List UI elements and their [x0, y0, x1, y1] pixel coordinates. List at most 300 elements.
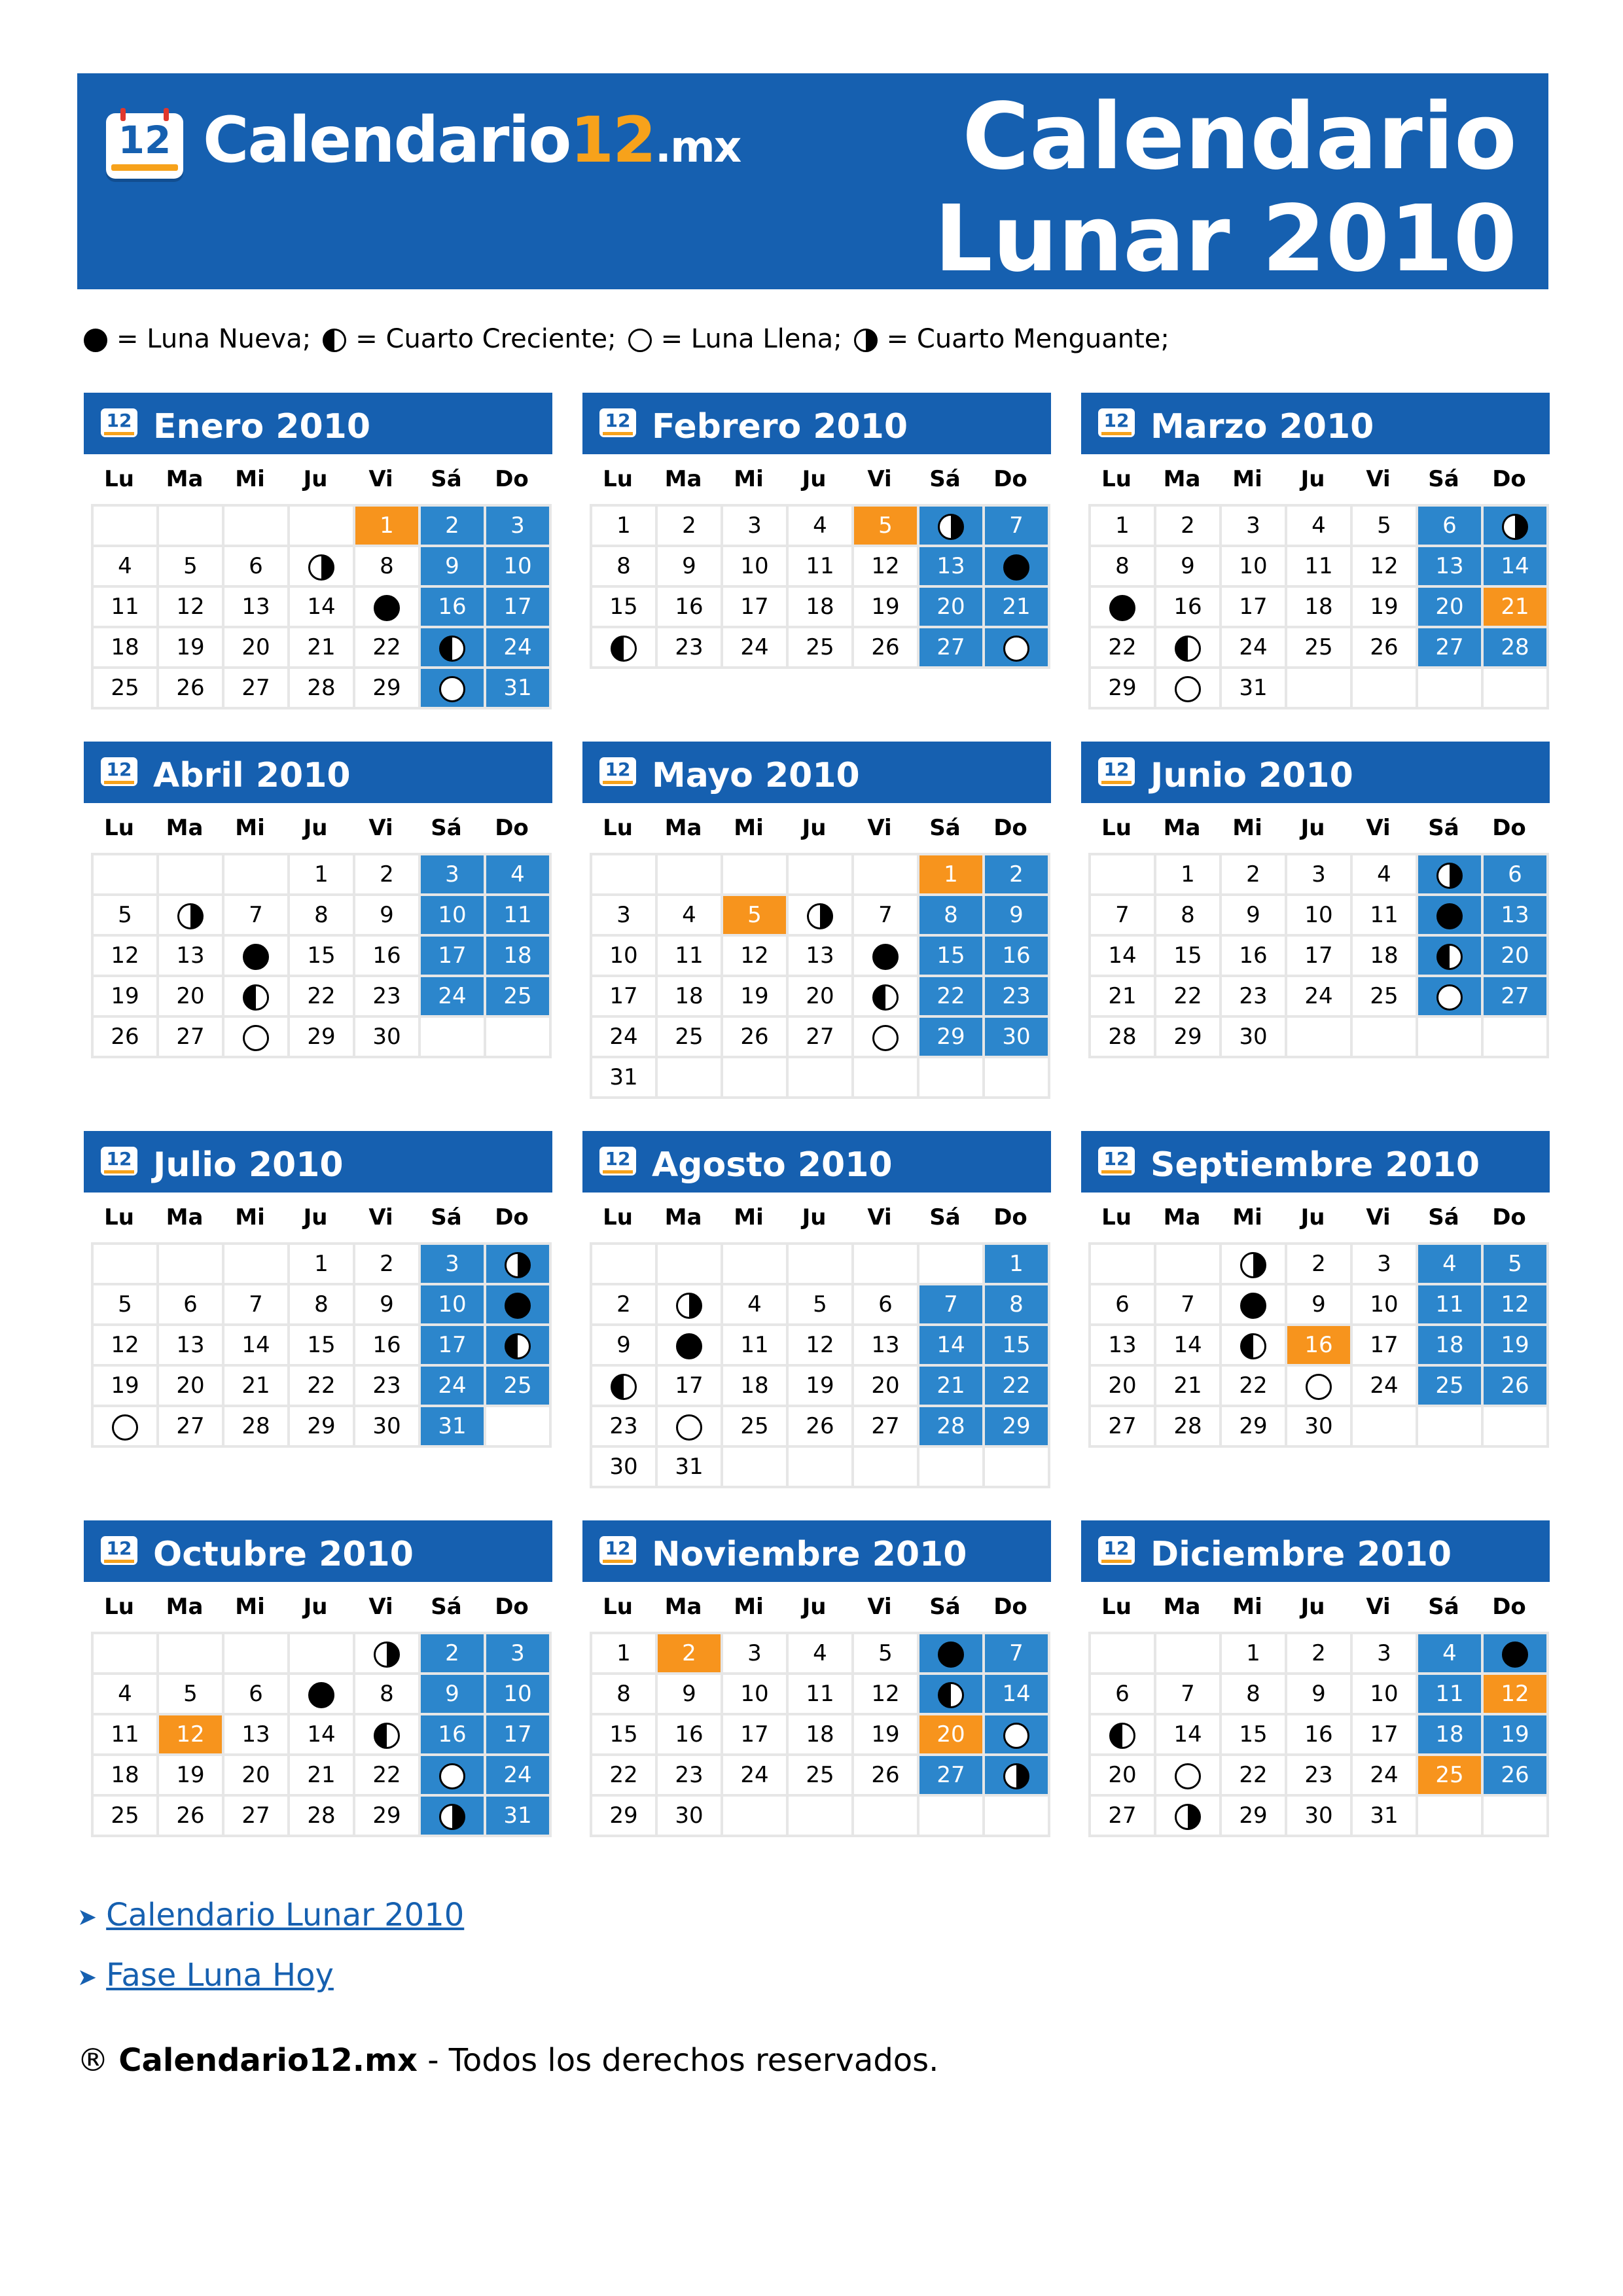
day-cell[interactable]: 19: [722, 976, 787, 1016]
day-cell[interactable]: [1155, 1755, 1221, 1795]
day-cell[interactable]: [223, 976, 289, 1016]
day-cell[interactable]: 27: [1417, 627, 1482, 668]
day-cell[interactable]: 17: [1351, 1714, 1417, 1755]
day-cell[interactable]: 16: [419, 1714, 485, 1755]
day-cell[interactable]: 24: [1221, 627, 1286, 668]
day-cell[interactable]: 21: [289, 627, 354, 668]
day-cell[interactable]: 18: [92, 627, 158, 668]
day-cell[interactable]: 14: [918, 1325, 984, 1365]
day-cell[interactable]: 12: [1482, 1674, 1548, 1714]
day-cell[interactable]: 26: [722, 1016, 787, 1057]
day-cell[interactable]: 19: [1482, 1714, 1548, 1755]
day-cell[interactable]: 17: [656, 1365, 722, 1406]
day-cell[interactable]: 21: [918, 1365, 984, 1406]
day-cell[interactable]: 17: [1221, 586, 1286, 627]
day-cell[interactable]: 6: [1482, 854, 1548, 895]
day-cell[interactable]: 23: [656, 627, 722, 668]
day-cell[interactable]: [1155, 627, 1221, 668]
day-cell[interactable]: 29: [1221, 1406, 1286, 1446]
day-cell[interactable]: 24: [591, 1016, 656, 1057]
day-cell[interactable]: 22: [289, 1365, 354, 1406]
day-cell[interactable]: 3: [419, 854, 485, 895]
day-cell[interactable]: 31: [1351, 1795, 1417, 1836]
day-cell[interactable]: 30: [354, 1406, 419, 1446]
day-cell[interactable]: 5: [722, 895, 787, 935]
day-cell[interactable]: 2: [1286, 1633, 1351, 1674]
day-cell[interactable]: 15: [984, 1325, 1049, 1365]
day-cell[interactable]: [158, 895, 223, 935]
day-cell[interactable]: 21: [1155, 1365, 1221, 1406]
day-cell[interactable]: [984, 1755, 1049, 1795]
day-cell[interactable]: [92, 1406, 158, 1446]
day-cell[interactable]: 23: [1221, 976, 1286, 1016]
day-cell[interactable]: 11: [1351, 895, 1417, 935]
day-cell[interactable]: 4: [1351, 854, 1417, 895]
day-cell[interactable]: [1417, 854, 1482, 895]
day-cell[interactable]: 11: [92, 1714, 158, 1755]
day-cell[interactable]: 11: [485, 895, 550, 935]
day-cell[interactable]: 23: [354, 976, 419, 1016]
day-cell[interactable]: 8: [289, 895, 354, 935]
day-cell[interactable]: 5: [158, 546, 223, 586]
day-cell[interactable]: 5: [787, 1284, 853, 1325]
day-cell[interactable]: 19: [158, 627, 223, 668]
day-cell[interactable]: 31: [485, 668, 550, 708]
day-cell[interactable]: [984, 627, 1049, 668]
day-cell[interactable]: [1417, 976, 1482, 1016]
day-cell[interactable]: 10: [1351, 1674, 1417, 1714]
day-cell[interactable]: 7: [1155, 1284, 1221, 1325]
day-cell[interactable]: 27: [158, 1016, 223, 1057]
day-cell[interactable]: 18: [1351, 935, 1417, 976]
day-cell[interactable]: 18: [787, 1714, 853, 1755]
day-cell[interactable]: 3: [1351, 1244, 1417, 1284]
day-cell[interactable]: 30: [591, 1446, 656, 1487]
day-cell[interactable]: 3: [485, 505, 550, 546]
day-cell[interactable]: [419, 1795, 485, 1836]
link-calendario-lunar[interactable]: Calendario Lunar 2010: [106, 1897, 465, 1933]
day-cell[interactable]: 28: [1482, 627, 1548, 668]
day-cell[interactable]: 5: [158, 1674, 223, 1714]
day-cell[interactable]: [1090, 1714, 1155, 1755]
day-cell[interactable]: 22: [918, 976, 984, 1016]
day-cell[interactable]: [787, 895, 853, 935]
day-cell[interactable]: 1: [984, 1244, 1049, 1284]
day-cell[interactable]: 17: [722, 586, 787, 627]
day-cell[interactable]: 3: [1351, 1633, 1417, 1674]
day-cell[interactable]: 2: [1221, 854, 1286, 895]
day-cell[interactable]: 22: [984, 1365, 1049, 1406]
day-cell[interactable]: 22: [1155, 976, 1221, 1016]
day-cell[interactable]: 9: [1155, 546, 1221, 586]
day-cell[interactable]: [223, 935, 289, 976]
day-cell[interactable]: [656, 1284, 722, 1325]
day-cell[interactable]: 17: [591, 976, 656, 1016]
day-cell[interactable]: 15: [289, 935, 354, 976]
day-cell[interactable]: 29: [1155, 1016, 1221, 1057]
day-cell[interactable]: [1155, 1795, 1221, 1836]
day-cell[interactable]: 18: [1286, 586, 1351, 627]
day-cell[interactable]: 31: [1221, 668, 1286, 708]
day-cell[interactable]: [1417, 935, 1482, 976]
day-cell[interactable]: 25: [787, 627, 853, 668]
day-cell[interactable]: 4: [1417, 1633, 1482, 1674]
day-cell[interactable]: 11: [92, 586, 158, 627]
day-cell[interactable]: [1482, 505, 1548, 546]
day-cell[interactable]: [354, 586, 419, 627]
day-cell[interactable]: 5: [853, 505, 918, 546]
day-cell[interactable]: 26: [92, 1016, 158, 1057]
day-cell[interactable]: 30: [984, 1016, 1049, 1057]
day-cell[interactable]: 24: [1286, 976, 1351, 1016]
day-cell[interactable]: 18: [485, 935, 550, 976]
day-cell[interactable]: 1: [289, 1244, 354, 1284]
day-cell[interactable]: 20: [1090, 1365, 1155, 1406]
day-cell[interactable]: 2: [1286, 1244, 1351, 1284]
day-cell[interactable]: [656, 1325, 722, 1365]
day-cell[interactable]: 1: [1090, 505, 1155, 546]
day-cell[interactable]: 20: [1482, 935, 1548, 976]
day-cell[interactable]: 10: [419, 895, 485, 935]
day-cell[interactable]: 23: [591, 1406, 656, 1446]
day-cell[interactable]: 2: [591, 1284, 656, 1325]
day-cell[interactable]: 10: [1286, 895, 1351, 935]
day-cell[interactable]: [1286, 1365, 1351, 1406]
day-cell[interactable]: [1090, 586, 1155, 627]
day-cell[interactable]: 4: [787, 505, 853, 546]
day-cell[interactable]: 29: [984, 1406, 1049, 1446]
day-cell[interactable]: 20: [918, 1714, 984, 1755]
day-cell[interactable]: [485, 1244, 550, 1284]
site-logo[interactable]: [106, 103, 741, 179]
day-cell[interactable]: 13: [223, 586, 289, 627]
day-cell[interactable]: 30: [1286, 1406, 1351, 1446]
day-cell[interactable]: 27: [853, 1406, 918, 1446]
day-cell[interactable]: 8: [591, 546, 656, 586]
day-cell[interactable]: 7: [223, 895, 289, 935]
day-cell[interactable]: 10: [722, 546, 787, 586]
day-cell[interactable]: 13: [1417, 546, 1482, 586]
day-cell[interactable]: 7: [853, 895, 918, 935]
day-cell[interactable]: 19: [1482, 1325, 1548, 1365]
day-cell[interactable]: 17: [1351, 1325, 1417, 1365]
day-cell[interactable]: 8: [289, 1284, 354, 1325]
day-cell[interactable]: [485, 1284, 550, 1325]
day-cell[interactable]: 10: [1221, 546, 1286, 586]
day-cell[interactable]: 5: [1351, 505, 1417, 546]
day-cell[interactable]: 25: [1351, 976, 1417, 1016]
day-cell[interactable]: 22: [1221, 1365, 1286, 1406]
day-cell[interactable]: 22: [289, 976, 354, 1016]
day-cell[interactable]: 17: [419, 1325, 485, 1365]
day-cell[interactable]: [853, 976, 918, 1016]
day-cell[interactable]: 14: [289, 586, 354, 627]
day-cell[interactable]: 29: [1090, 668, 1155, 708]
day-cell[interactable]: 12: [1351, 546, 1417, 586]
day-cell[interactable]: 12: [787, 1325, 853, 1365]
day-cell[interactable]: 22: [354, 1755, 419, 1795]
day-cell[interactable]: 7: [984, 505, 1049, 546]
day-cell[interactable]: 3: [722, 505, 787, 546]
day-cell[interactable]: 1: [591, 1633, 656, 1674]
day-cell[interactable]: 20: [158, 1365, 223, 1406]
day-cell[interactable]: 3: [591, 895, 656, 935]
day-cell[interactable]: 1: [1221, 1633, 1286, 1674]
day-cell[interactable]: 9: [656, 1674, 722, 1714]
day-cell[interactable]: 25: [92, 1795, 158, 1836]
day-cell[interactable]: 18: [1417, 1325, 1482, 1365]
day-cell[interactable]: 18: [1417, 1714, 1482, 1755]
day-cell[interactable]: [1221, 1244, 1286, 1284]
day-cell[interactable]: 28: [289, 668, 354, 708]
day-cell[interactable]: 26: [1351, 627, 1417, 668]
day-cell[interactable]: 19: [158, 1755, 223, 1795]
day-cell[interactable]: 13: [1482, 895, 1548, 935]
day-cell[interactable]: 4: [92, 546, 158, 586]
day-cell[interactable]: 9: [419, 1674, 485, 1714]
day-cell[interactable]: [918, 505, 984, 546]
day-cell[interactable]: 11: [787, 546, 853, 586]
day-cell[interactable]: 14: [289, 1714, 354, 1755]
day-cell[interactable]: 28: [289, 1795, 354, 1836]
day-cell[interactable]: [1417, 895, 1482, 935]
day-cell[interactable]: 28: [1090, 1016, 1155, 1057]
day-cell[interactable]: 12: [853, 1674, 918, 1714]
day-cell[interactable]: 26: [787, 1406, 853, 1446]
day-cell[interactable]: 16: [354, 1325, 419, 1365]
day-cell[interactable]: 6: [158, 1284, 223, 1325]
day-cell[interactable]: [223, 1016, 289, 1057]
day-cell[interactable]: [656, 1406, 722, 1446]
day-cell[interactable]: 4: [485, 854, 550, 895]
day-cell[interactable]: 23: [984, 976, 1049, 1016]
day-cell[interactable]: [853, 935, 918, 976]
day-cell[interactable]: 29: [1221, 1795, 1286, 1836]
day-cell[interactable]: 30: [656, 1795, 722, 1836]
day-cell[interactable]: 10: [419, 1284, 485, 1325]
day-cell[interactable]: 6: [1417, 505, 1482, 546]
day-cell[interactable]: 10: [485, 1674, 550, 1714]
day-cell[interactable]: 24: [722, 627, 787, 668]
day-cell[interactable]: 16: [1221, 935, 1286, 976]
day-cell[interactable]: 26: [853, 627, 918, 668]
day-cell[interactable]: 24: [1351, 1365, 1417, 1406]
day-cell[interactable]: 9: [984, 895, 1049, 935]
day-cell[interactable]: 21: [289, 1755, 354, 1795]
day-cell[interactable]: 4: [92, 1674, 158, 1714]
day-cell[interactable]: 7: [918, 1284, 984, 1325]
day-cell[interactable]: 19: [853, 586, 918, 627]
day-cell[interactable]: 12: [158, 1714, 223, 1755]
day-cell[interactable]: 20: [918, 586, 984, 627]
day-cell[interactable]: 10: [722, 1674, 787, 1714]
day-cell[interactable]: 12: [722, 935, 787, 976]
day-cell[interactable]: 29: [289, 1406, 354, 1446]
day-cell[interactable]: 29: [354, 668, 419, 708]
day-cell[interactable]: 2: [354, 1244, 419, 1284]
day-cell[interactable]: 3: [485, 1633, 550, 1674]
day-cell[interactable]: 6: [223, 1674, 289, 1714]
day-cell[interactable]: [918, 1633, 984, 1674]
day-cell[interactable]: [853, 1016, 918, 1057]
day-cell[interactable]: 20: [787, 976, 853, 1016]
day-cell[interactable]: 1: [918, 854, 984, 895]
day-cell[interactable]: 26: [1482, 1755, 1548, 1795]
day-cell[interactable]: 18: [787, 586, 853, 627]
day-cell[interactable]: 16: [1286, 1325, 1351, 1365]
day-cell[interactable]: 27: [158, 1406, 223, 1446]
day-cell[interactable]: 19: [1351, 586, 1417, 627]
day-cell[interactable]: 20: [223, 627, 289, 668]
day-cell[interactable]: 11: [722, 1325, 787, 1365]
day-cell[interactable]: 14: [1155, 1714, 1221, 1755]
day-cell[interactable]: 12: [1482, 1284, 1548, 1325]
day-cell[interactable]: 20: [223, 1755, 289, 1795]
day-cell[interactable]: 26: [158, 668, 223, 708]
day-cell[interactable]: 9: [1221, 895, 1286, 935]
day-cell[interactable]: [354, 1714, 419, 1755]
day-cell[interactable]: 8: [354, 546, 419, 586]
day-cell[interactable]: 2: [1155, 505, 1221, 546]
day-cell[interactable]: 6: [853, 1284, 918, 1325]
day-cell[interactable]: [1221, 1325, 1286, 1365]
day-cell[interactable]: 16: [984, 935, 1049, 976]
day-cell[interactable]: 17: [1286, 935, 1351, 976]
day-cell[interactable]: 16: [354, 935, 419, 976]
day-cell[interactable]: 14: [1482, 546, 1548, 586]
day-cell[interactable]: 4: [1286, 505, 1351, 546]
day-cell[interactable]: 1: [289, 854, 354, 895]
day-cell[interactable]: 16: [656, 1714, 722, 1755]
day-cell[interactable]: 20: [1090, 1755, 1155, 1795]
day-cell[interactable]: 30: [1221, 1016, 1286, 1057]
day-cell[interactable]: 16: [656, 586, 722, 627]
day-cell[interactable]: 26: [158, 1795, 223, 1836]
day-cell[interactable]: 25: [787, 1755, 853, 1795]
day-cell[interactable]: 4: [656, 895, 722, 935]
day-cell[interactable]: 16: [1286, 1714, 1351, 1755]
day-cell[interactable]: 23: [656, 1755, 722, 1795]
day-cell[interactable]: 13: [223, 1714, 289, 1755]
day-cell[interactable]: 9: [419, 546, 485, 586]
day-cell[interactable]: 4: [787, 1633, 853, 1674]
day-cell[interactable]: 11: [787, 1674, 853, 1714]
day-cell[interactable]: 31: [656, 1446, 722, 1487]
day-cell[interactable]: 8: [1090, 546, 1155, 586]
day-cell[interactable]: 1: [354, 505, 419, 546]
day-cell[interactable]: [591, 1365, 656, 1406]
day-cell[interactable]: 25: [1417, 1755, 1482, 1795]
day-cell[interactable]: 27: [223, 1795, 289, 1836]
day-cell[interactable]: 9: [1286, 1284, 1351, 1325]
day-cell[interactable]: 25: [656, 1016, 722, 1057]
day-cell[interactable]: 19: [787, 1365, 853, 1406]
day-cell[interactable]: 21: [1090, 976, 1155, 1016]
day-cell[interactable]: [354, 1633, 419, 1674]
day-cell[interactable]: 15: [1221, 1714, 1286, 1755]
day-cell[interactable]: 28: [1155, 1406, 1221, 1446]
day-cell[interactable]: 22: [354, 627, 419, 668]
day-cell[interactable]: 27: [1090, 1406, 1155, 1446]
day-cell[interactable]: 8: [918, 895, 984, 935]
day-cell[interactable]: 21: [1482, 586, 1548, 627]
day-cell[interactable]: 8: [591, 1674, 656, 1714]
day-cell[interactable]: 22: [591, 1755, 656, 1795]
day-cell[interactable]: [1155, 668, 1221, 708]
day-cell[interactable]: 10: [485, 546, 550, 586]
day-cell[interactable]: 29: [918, 1016, 984, 1057]
day-cell[interactable]: 29: [591, 1795, 656, 1836]
day-cell[interactable]: 7: [984, 1633, 1049, 1674]
day-cell[interactable]: 25: [1286, 627, 1351, 668]
day-cell[interactable]: 2: [984, 854, 1049, 895]
day-cell[interactable]: 26: [1482, 1365, 1548, 1406]
day-cell[interactable]: 15: [1155, 935, 1221, 976]
day-cell[interactable]: 19: [92, 1365, 158, 1406]
day-cell[interactable]: [984, 1714, 1049, 1755]
day-cell[interactable]: 12: [92, 935, 158, 976]
day-cell[interactable]: 24: [419, 976, 485, 1016]
day-cell[interactable]: 15: [591, 1714, 656, 1755]
day-cell[interactable]: 2: [354, 854, 419, 895]
day-cell[interactable]: 25: [722, 1406, 787, 1446]
day-cell[interactable]: 17: [722, 1714, 787, 1755]
day-cell[interactable]: 12: [92, 1325, 158, 1365]
day-cell[interactable]: 24: [722, 1755, 787, 1795]
day-cell[interactable]: 24: [1351, 1755, 1417, 1795]
day-cell[interactable]: [485, 1325, 550, 1365]
day-cell[interactable]: 25: [1417, 1365, 1482, 1406]
day-cell[interactable]: 17: [485, 1714, 550, 1755]
day-cell[interactable]: 30: [354, 1016, 419, 1057]
day-cell[interactable]: 4: [722, 1284, 787, 1325]
day-cell[interactable]: 2: [656, 1633, 722, 1674]
day-cell[interactable]: 16: [1155, 586, 1221, 627]
day-cell[interactable]: 12: [158, 586, 223, 627]
day-cell[interactable]: 5: [92, 1284, 158, 1325]
day-cell[interactable]: 9: [354, 895, 419, 935]
day-cell[interactable]: [1482, 1633, 1548, 1674]
day-cell[interactable]: 6: [1090, 1284, 1155, 1325]
day-cell[interactable]: 31: [485, 1795, 550, 1836]
day-cell[interactable]: 18: [92, 1755, 158, 1795]
day-cell[interactable]: 23: [354, 1365, 419, 1406]
day-cell[interactable]: 17: [419, 935, 485, 976]
day-cell[interactable]: 8: [984, 1284, 1049, 1325]
day-cell[interactable]: 14: [223, 1325, 289, 1365]
day-cell[interactable]: 13: [1090, 1325, 1155, 1365]
day-cell[interactable]: 25: [92, 668, 158, 708]
day-cell[interactable]: 11: [1417, 1674, 1482, 1714]
day-cell[interactable]: 1: [591, 505, 656, 546]
day-cell[interactable]: 22: [1090, 627, 1155, 668]
day-cell[interactable]: 28: [223, 1406, 289, 1446]
day-cell[interactable]: 7: [1090, 895, 1155, 935]
day-cell[interactable]: 13: [787, 935, 853, 976]
day-cell[interactable]: 9: [354, 1284, 419, 1325]
day-cell[interactable]: 6: [223, 546, 289, 586]
day-cell[interactable]: 3: [1286, 854, 1351, 895]
day-cell[interactable]: 5: [853, 1633, 918, 1674]
day-cell[interactable]: 22: [1221, 1755, 1286, 1795]
day-cell[interactable]: 12: [853, 546, 918, 586]
day-cell[interactable]: 21: [223, 1365, 289, 1406]
day-cell[interactable]: 9: [1286, 1674, 1351, 1714]
day-cell[interactable]: 9: [591, 1325, 656, 1365]
day-cell[interactable]: 13: [158, 935, 223, 976]
day-cell[interactable]: 25: [485, 1365, 550, 1406]
day-cell[interactable]: 27: [1482, 976, 1548, 1016]
